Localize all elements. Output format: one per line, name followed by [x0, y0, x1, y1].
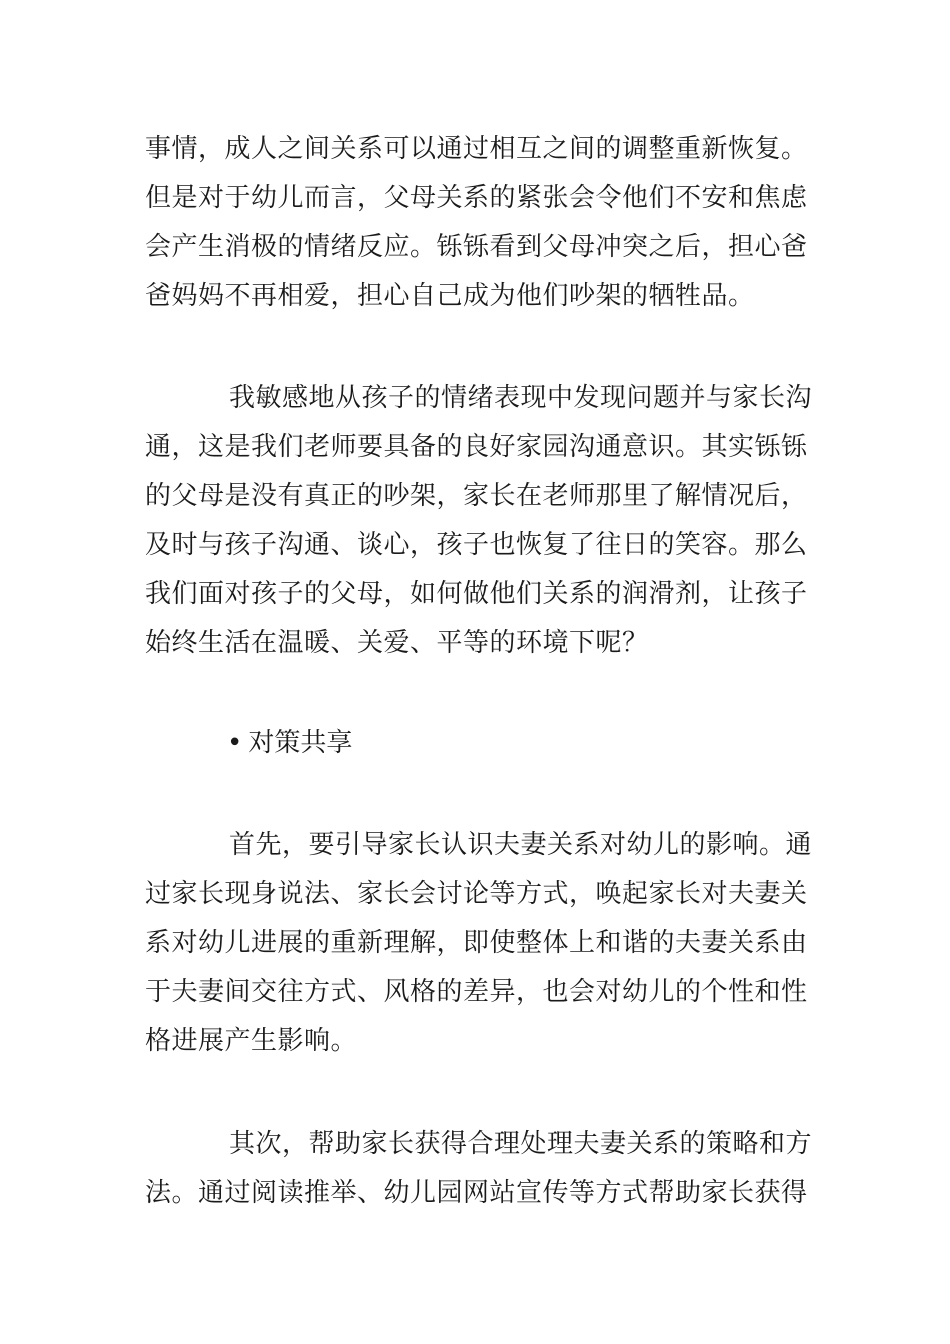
paragraph-2-line-5: 我们面对孩子的父母，如何做他们关系的润滑剂，让孩子	[145, 579, 808, 609]
paragraph-3-line-1: 首先，要引导家长认识夫妻关系对幼儿的影响。通	[229, 830, 813, 860]
paragraph-4	[145, 1120, 813, 1218]
paragraph-3-line-2: 过家长现身说法、家长会讨论等方式，唤起家长对夫妻关	[145, 879, 808, 909]
paragraph-3-line-5: 格进展产生影响。	[145, 1026, 358, 1056]
bullet-icon: •	[227, 728, 243, 758]
paragraph-1-line-3: 会产生消极的情绪反应。铄铄看到父母冲突之后，担心爸	[145, 232, 808, 262]
paragraph-2-line-6: 始终生活在温暖、关爱、平等的环境下呢？	[145, 628, 649, 658]
paragraph-3	[145, 821, 813, 1066]
paragraph-2-line-4: 及时与孩子沟通、谈心，孩子也恢复了往日的笑容。那么	[145, 530, 808, 560]
paragraph-2-line-1: 我敏感地从孩子的情绪表现中发现问题并与家长沟	[229, 383, 813, 413]
paragraph-2	[145, 374, 813, 668]
paragraph-1	[145, 125, 808, 321]
paragraph-1-line-4: 爸妈妈不再相爱，担心自己成为他们吵架的牺牲品。	[145, 281, 755, 311]
paragraph-2-line-2: 通，这是我们老师要具备的良好家园沟通意识。其实铄铄	[145, 432, 808, 462]
paragraph-3-line-4: 于夫妻间交往方式、风格的差异，也会对幼儿的个性和性	[145, 977, 808, 1007]
paragraph-1-line-2: 但是对于幼儿而言，父母关系的紧张会令他们不安和焦虑	[145, 183, 808, 213]
section-heading-text: 对策共享	[248, 728, 353, 758]
paragraph-2-line-3: 的父母是没有真正的吵架，家长在老师那里了解情况后，	[145, 481, 808, 511]
paragraph-4-line-1: 其次，帮助家长获得合理处理夫妻关系的策略和方	[229, 1129, 813, 1159]
paragraph-4-line-2: 法。通过阅读推举、幼儿园网站宣传等方式帮助家长获得	[145, 1178, 808, 1208]
paragraph-3-line-3: 系对幼儿进展的重新理解，即使整体上和谐的夫妻关系由	[145, 928, 808, 958]
paragraph-1-line-1: 事情，成人之间关系可以通过相互之间的调整重新恢复。	[145, 134, 808, 164]
section-heading	[227, 719, 352, 768]
